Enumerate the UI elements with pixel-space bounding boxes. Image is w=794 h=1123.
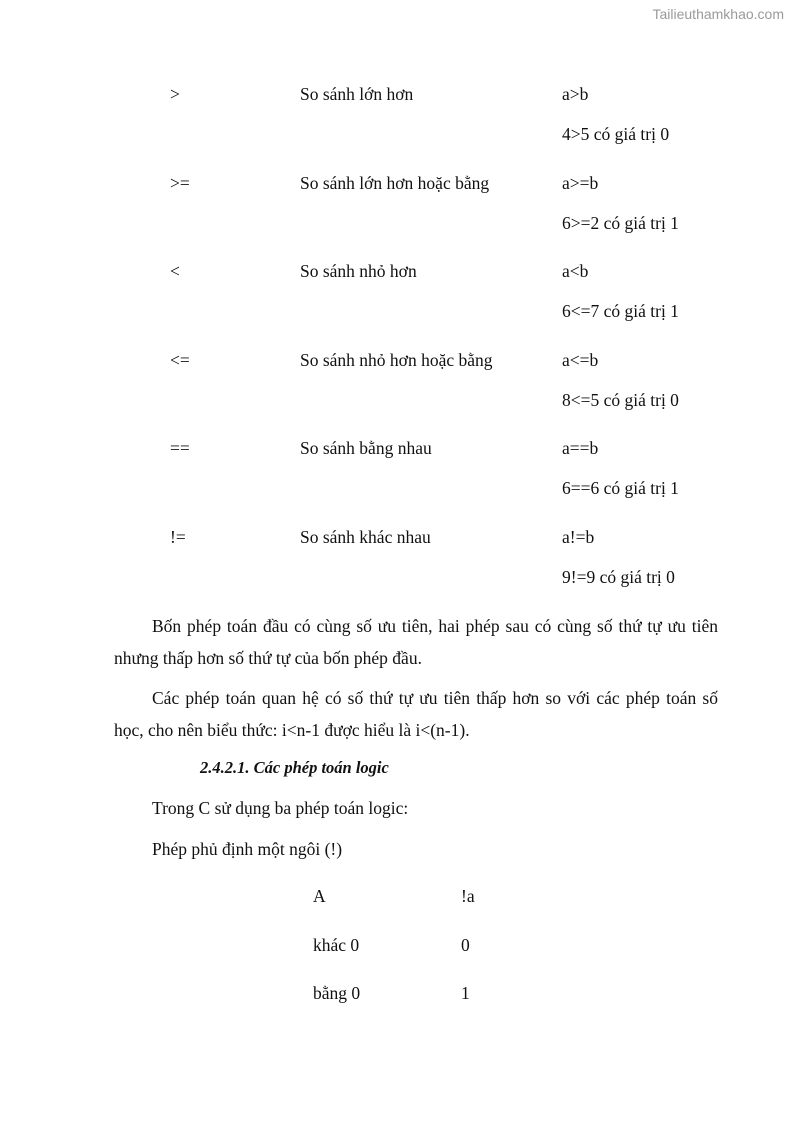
operator-description: So sánh khác nhau — [300, 526, 431, 547]
negation-truth-table — [0, 886, 794, 1032]
paragraph-relational-vs-arithmetic: Các phép toán quan hệ có số thứ tự ưu tiên thấp hơn so với các phép toán số học, cho nên biểu thức: i<n-1 được hiểu là i<(n-1). — [114, 688, 718, 740]
operator-example: a<=b — [562, 349, 599, 370]
operator-symbol: > — [170, 84, 180, 104]
operator-example: a==b — [562, 438, 599, 458]
truth-header-not-a: !a — [461, 886, 475, 906]
relational-operators-table — [0, 84, 794, 615]
operator-symbol: <= — [170, 349, 190, 370]
operator-row — [0, 173, 794, 262]
operator-example: a>b — [562, 84, 589, 104]
operator-row — [0, 527, 794, 616]
operator-result: 6==6 có giá trị 1 — [562, 478, 679, 498]
operator-example: a<b — [562, 261, 589, 281]
operator-description: So sánh lớn hơn hoặc bằng — [300, 172, 490, 193]
truth-table-row — [0, 983, 794, 1032]
operator-symbol: >= — [170, 172, 190, 193]
operator-row — [0, 261, 794, 350]
operator-result: 6<=7 có giá trị 1 — [562, 301, 679, 321]
negation-line: Phép phủ định một ngôi (!) — [152, 839, 343, 859]
operator-result: 9!=9 có giá trị 0 — [562, 566, 675, 587]
operator-row — [0, 84, 794, 173]
operator-symbol: == — [170, 438, 190, 458]
operator-symbol: < — [170, 261, 180, 281]
truth-table-row — [0, 935, 794, 984]
truth-cell-not-a: 0 — [461, 934, 470, 955]
operator-description: So sánh lớn hơn — [300, 84, 414, 104]
operator-row — [0, 438, 794, 527]
operator-result: 4>5 có giá trị 0 — [562, 124, 670, 144]
truth-cell-a: khác 0 — [313, 934, 360, 955]
truth-table-header — [0, 886, 794, 935]
truth-header-a: A — [313, 886, 326, 906]
operator-example: a!=b — [562, 526, 595, 547]
operator-description: So sánh nhỏ hơn — [300, 261, 417, 281]
watermark: Tailieuthamkhao.com — [652, 6, 784, 22]
section-heading: 2.4.2.1. Các phép toán logic — [200, 758, 389, 777]
paragraph-precedence: Bốn phép toán đầu có cùng số ưu tiên, hai phép sau có cùng số thứ tự ưu tiên nhưng thấp hơn số thứ tự của bốn phép đầu. — [114, 616, 718, 668]
operator-result: 6>=2 có giá trị 1 — [562, 212, 679, 233]
operator-description: So sánh nhỏ hơn hoặc bằng — [300, 349, 493, 370]
truth-cell-not-a: 1 — [461, 983, 470, 1003]
operator-result: 8<=5 có giá trị 0 — [562, 389, 679, 410]
truth-cell-a: bằng 0 — [313, 983, 361, 1003]
operator-symbol: != — [170, 526, 186, 547]
operator-row — [0, 350, 794, 439]
intro-line: Trong C sử dụng ba phép toán logic: — [152, 798, 409, 818]
operator-example: a>=b — [562, 172, 599, 193]
operator-description: So sánh bằng nhau — [300, 438, 432, 458]
